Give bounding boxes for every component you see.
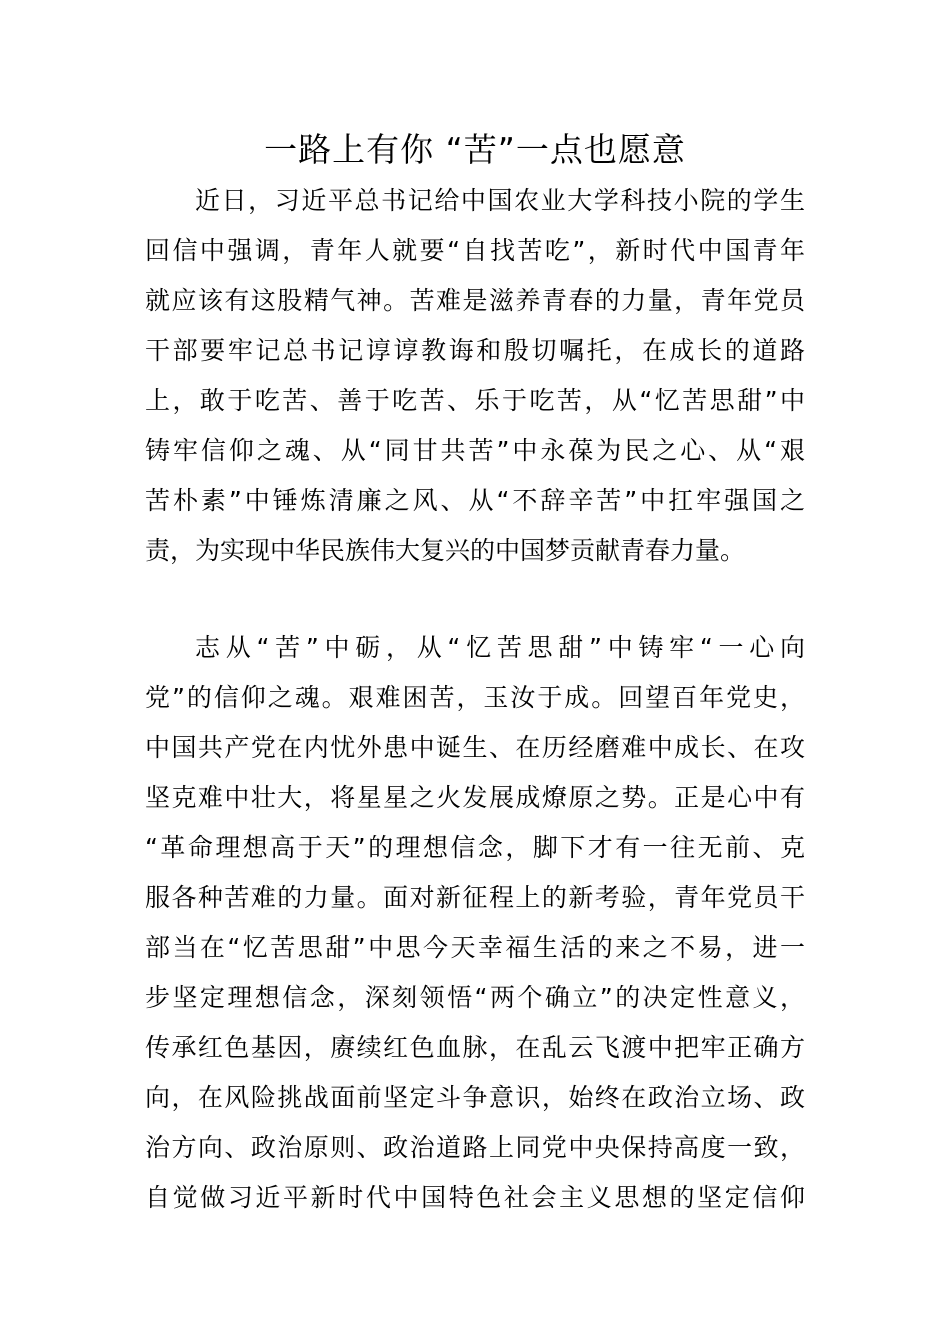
paragraph-line: 近日，习近平总书记给中国农业大学科技小院的学生 [195, 186, 805, 215]
paragraph-line: 铸牢信仰之魂、从“同甘共苦”中永葆为民之心、从“艰 [145, 436, 805, 465]
paragraph-line: 苦朴素”中锤炼清廉之风、从“不辞辛苦”中扛牢强国之 [145, 486, 805, 515]
paragraph-line: 就应该有这股精气神。苦难是滋养青春的力量，青年党员 [145, 286, 805, 315]
paragraph-line: 传承红色基因，赓续红色血脉，在乱云飞渡中把牢正确方 [145, 1033, 805, 1062]
paragraph-line: 回信中强调，青年人就要“自找苦吃”，新时代中国青年 [145, 236, 805, 265]
paragraph-line: 坚克难中壮大，将星星之火发展成燎原之势。正是心中有 [145, 783, 805, 812]
paragraph-line: 向，在风险挑战面前坚定斗争意识，始终在政治立场、政 [145, 1083, 805, 1112]
paragraph-line: 自觉做习近平新时代中国特色社会主义思想的坚定信仰 [145, 1183, 805, 1212]
paragraph-1 [145, 176, 805, 576]
document-title: 一路上有你 “苦”一点也愿意 [264, 130, 686, 169]
paragraph-line: 服各种苦难的力量。面对新征程上的新考验，青年党员干 [145, 883, 805, 912]
paragraph-line: “革命理想高于天”的理想信念，脚下才有一往无前、克 [145, 833, 805, 862]
paragraph-line: 部当在“忆苦思甜”中思今天幸福生活的来之不易，进一 [145, 933, 805, 962]
paragraph-line: 干部要牢记总书记谆谆教诲和殷切嘱托，在成长的道路 [145, 336, 805, 365]
paragraph-line: 步坚定理想信念，深刻领悟“两个确立”的决定性意义， [145, 983, 805, 1012]
paragraph-line: 上，敢于吃苦、善于吃苦、乐于吃苦，从“忆苦思甜”中 [145, 386, 805, 415]
paragraph-line: 党”的信仰之魂。艰难困苦，玉汝于成。回望百年党史， [145, 683, 805, 712]
paragraph-line: 责，为实现中华民族伟大复兴的中国梦贡献青春力量。 [145, 536, 746, 565]
paragraph-2 [145, 623, 805, 1223]
paragraph-line: 中国共产党在内忧外患中诞生、在历经磨难中成长、在攻 [145, 733, 805, 762]
paragraph-line: 治方向、政治原则、政治道路上同党中央保持高度一致， [145, 1133, 805, 1162]
paragraph-line: 志从“苦”中砺，从“忆苦思甜”中铸牢“一心向 [195, 633, 805, 662]
